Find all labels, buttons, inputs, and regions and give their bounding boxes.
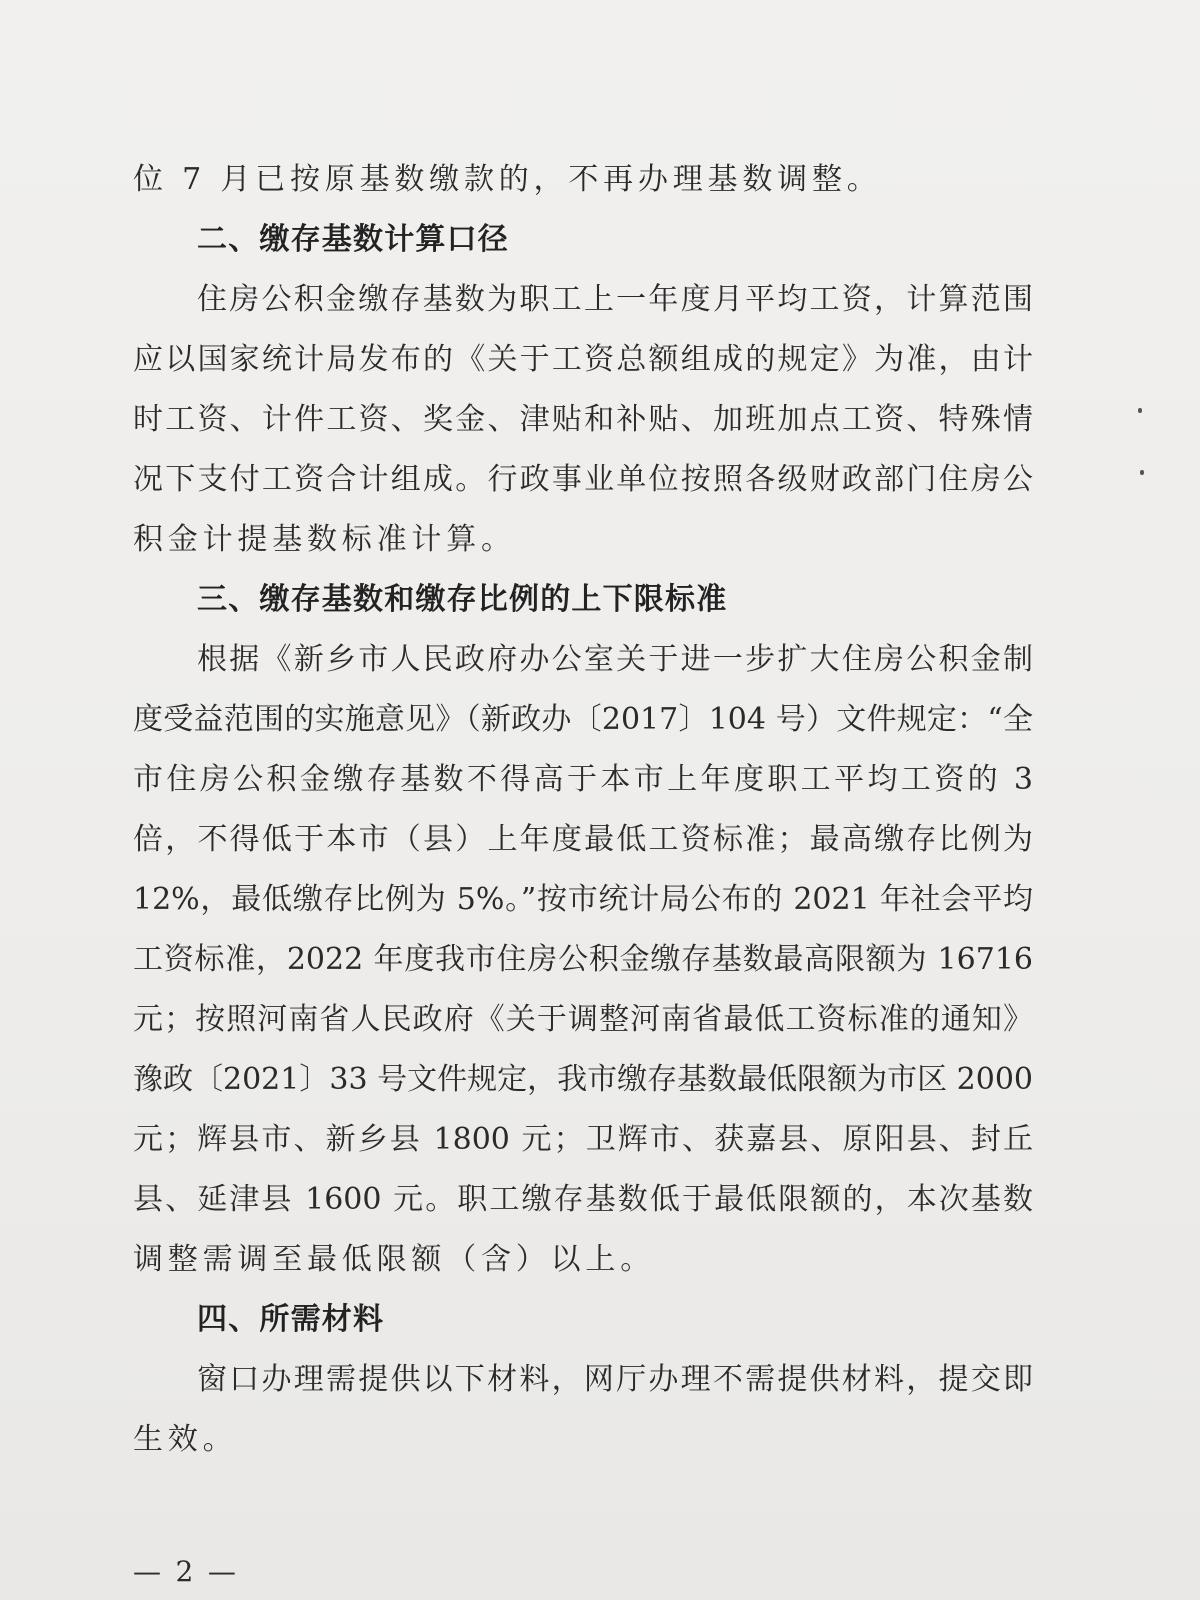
section-heading-2: 二、缴存基数计算口径 xyxy=(197,222,509,257)
paper-speck xyxy=(1138,408,1142,413)
body-line: 县、延津县 1600 元。职工缴存基数低于最低限额的，本次基数 xyxy=(133,1182,1033,1217)
body-line: 工资标准，2022 年度我市住房公积金缴存基数最高限额为 16716 xyxy=(133,942,1033,977)
document-body xyxy=(133,150,1033,1470)
body-line: 积金计提基数标准计算。 xyxy=(133,522,516,557)
body-line: 市住房公积金缴存基数不得高于本市上年度职工平均工资的 3 xyxy=(133,762,1033,797)
body-line: 12%，最低缴存比例为 5%。”按市统计局公布的 2021 年社会平均 xyxy=(133,882,1033,917)
paper-speck xyxy=(1140,470,1144,475)
body-line: 住房公积金缴存基数为职工上一年度月平均工资，计算范围 xyxy=(197,282,1033,317)
body-line: 倍，不得低于本市（县）上年度最低工资标准；最高缴存比例为 xyxy=(133,822,1033,857)
body-line: 元；辉县市、新乡县 1800 元；卫辉市、获嘉县、原阳县、封丘 xyxy=(133,1122,1033,1157)
page-number: — 2 — xyxy=(133,1555,239,1588)
body-line: 根据《新乡市人民政府办公室关于进一步扩大住房公积金制 xyxy=(197,642,1033,677)
body-line: 调整需调至最低限额（含）以上。 xyxy=(133,1242,655,1277)
body-line: 时工资、计件工资、奖金、津贴和补贴、加班加点工资、特殊情 xyxy=(133,402,1033,437)
body-line: 窗口办理需提供以下材料，网厅办理不需提供材料，提交即 xyxy=(197,1362,1033,1397)
body-line: 元；按照河南省人民政府《关于调整河南省最低工资标准的通知》 xyxy=(133,1002,1033,1037)
body-line: 度受益范围的实施意见》（新政办〔2017〕104 号）文件规定：“全 xyxy=(133,702,1033,737)
section-heading-4: 四、所需材料 xyxy=(197,1302,385,1337)
body-line: 况下支付工资合计组成。行政事业单位按照各级财政部门住房公 xyxy=(133,462,1033,497)
body-line: 生效。 xyxy=(133,1422,238,1457)
body-line: 位 7 月已按原基数缴款的，不再办理基数调整。 xyxy=(133,162,882,197)
section-heading-3: 三、缴存基数和缴存比例的上下限标准 xyxy=(197,582,728,617)
body-line: 豫政〔2021〕33 号文件规定，我市缴存基数最低限额为市区 2000 xyxy=(133,1062,1033,1097)
body-line: 应以国家统计局发布的《关于工资总额组成的规定》为准，由计 xyxy=(133,342,1033,377)
